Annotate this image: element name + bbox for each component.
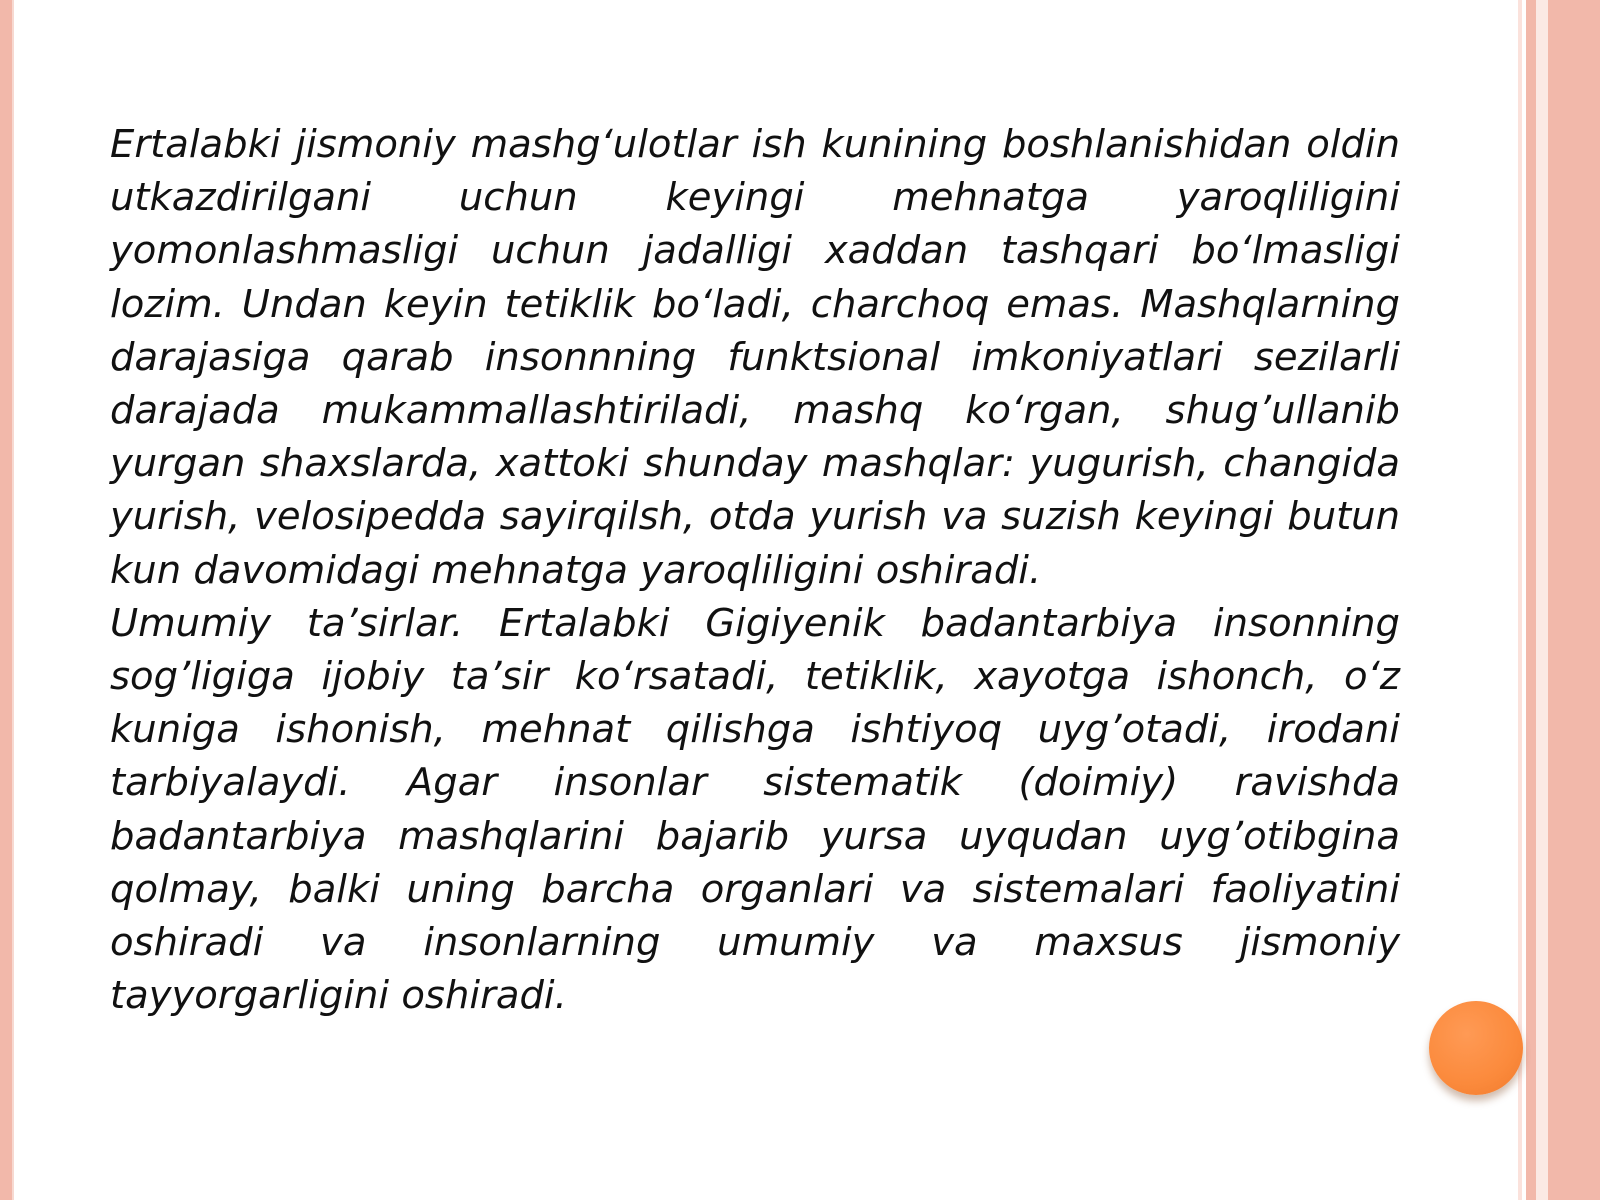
left-border-decoration xyxy=(0,0,14,1200)
right-border-gap-decoration xyxy=(1536,0,1548,1200)
paragraph-morning-exercises: Ertalabki jismoniy mashg‘ulotlar ish kunining boshlanishidan oldin utkazdirilgani uchun keyingi mehnatga yaroqliligini yomonlashmasligi uchun jadalligi xaddan tashqari bo‘lmasligi lozim. Undan keyin tetiklik bo‘ladi, charchoq emas. Mashqlarning darajasiga qarab insonnning funktsional imkoniyatlari sezilarli darajada mukammallashtiriladi, mashq ko‘rgan, shug’ullanib yurgan shaxslarda, xattoki shunday mashqlar: yugurish, changida yurish, velosipedda sayirqilsh, otda yurish va suzish keyingi butun kun davomidagi mehnatga yaroqliligini oshiradi. xyxy=(110,122,1400,593)
right-border-thick-decoration xyxy=(1548,0,1600,1200)
slide-body-text xyxy=(110,118,1400,1022)
paragraph-general-effects: Umumiy ta’sirlar. Ertalabki Gigiyenik badantarbiya insonning sog’ligiga ijobiy ta’sir ko‘rsatadi, tetiklik, xayotga ishonch, o‘z kuniga ishonish, mehnat qilishga ishtiyoq uyg’otadi, irodani tarbiyalaydi. Agar insonlar sistematik (doimiy) ravishda badantarbiya mashqlarini bajarib yursa uyqudan uyg’otibgina qolmay, balki uning barcha organlari va sistemalari faoliyatini oshiradi va insonlarning umumiy va maxsus jismoniy tayyorgarligini oshiradi. xyxy=(110,600,1400,1019)
orange-circle-decoration-icon xyxy=(1429,1001,1523,1095)
right-border-thin-decoration xyxy=(1526,0,1536,1200)
right-inner-line-decoration xyxy=(1518,0,1522,1200)
